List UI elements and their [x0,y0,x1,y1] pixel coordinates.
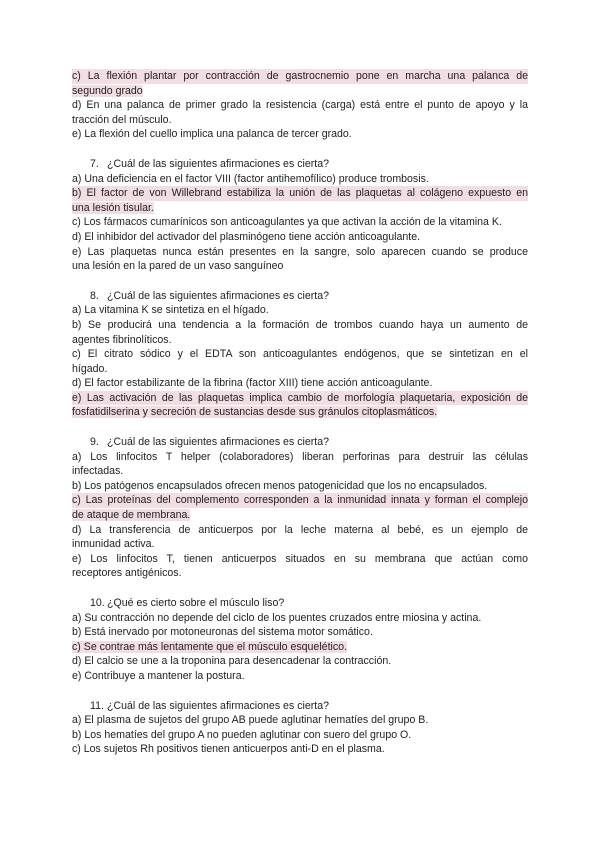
option-b-continued: agentes fibrinolíticos. [72,333,172,346]
document-page [72,69,528,757]
option-b: b) Está inervado por motoneuronas del sistema motor somático. [72,626,373,639]
option-a: a) El plasma de sujetos del grupo AB puede aglutinar hematíes del grupo B. [72,714,429,727]
question-8 [72,289,528,420]
question-6-tail [72,69,528,142]
question-11 [72,699,528,757]
option-c: c) Se contrae más lentamente que el músculo esquelético. [72,640,347,653]
option-b: b) El factor de von Willebrand estabiliza la unión de las plaquetas al colágeno expuesto en [72,187,528,200]
option-e: e) Las plaquetas nunca están presentes en la sangre, solo aparecen cuando se produce [72,245,528,258]
option-a: a) Los linfocitos T helper (colaboradores) liberan perforinas para destruir las células [72,450,528,463]
option-b: b) Se producirá una tendencia a la formación de trombos cuando haya un aumento de [72,318,528,331]
option-a-continued: infectadas. [72,465,124,478]
option-c: c) Las proteínas del complemento corresponden a la inmunidad innata y forman el complejo [72,494,528,507]
option-c-continued: segundo grado [72,84,143,97]
question-text: ¿Cuál de las siguientes afirmaciones es cierta? [107,289,329,302]
question-10 [72,596,528,684]
question-9 [72,435,528,581]
option-d: d) En una palanca de primer grado la resistencia (carga) está entre el punto de apoyo y la [72,99,528,112]
option-a: a) La vitamina K se sintetiza en el hígado. [72,304,269,317]
option-c-continued: hígado. [72,362,108,375]
question-text: ¿Cuál de las siguientes afirmaciones es cierta? [107,157,329,170]
question-number: 7. [90,157,99,170]
option-b-continued: una lesión tisular. [72,201,154,214]
option-e: e) Los linfocitos T, tienen anticuerpos situados en su membrana que actúan como [72,552,528,565]
option-e-continued: fosfatidilserina y secreción de sustancias desde sus gránulos citoplasmáticos. [72,406,438,419]
option-c: c) Los fármacos cumarínicos son anticoagulantes ya que activan la acción de la vitamina K. [72,216,502,229]
question-number: 9. [90,436,99,449]
option-a: a) Su contracción no depende del ciclo de los puentes cruzados entre miosina y actina. [72,611,482,624]
option-c: c) El citrato sódico y el EDTA son anticoagulantes endógenos, que se sintetizan en el [72,348,528,361]
question-9-heading [72,435,528,450]
question-text: ¿Cuál de las siguientes afirmaciones es cierta? [107,436,329,449]
option-d: d) La transferencia de anticuerpos por la leche materna al bebé, es un ejemplo de [72,523,528,536]
question-text: ¿Qué es cierto sobre el músculo liso? [107,597,285,609]
question-7-heading [72,157,528,172]
option-e: e) Contribuye a mantener la postura. [72,669,245,682]
option-e: e) La flexión del cuello implica una palanca de tercer grado. [72,128,352,141]
question-11-heading [72,699,528,714]
option-b: b) Los hematíes del grupo A no pueden aglutinar con suero del grupo O. [72,728,412,741]
question-number: 8. [90,289,99,302]
option-e-continued: receptores antigénicos. [72,567,182,580]
option-c: c) Los sujetos Rh positivos tienen anticuerpos anti-D en el plasma. [72,743,385,756]
question-10-heading [72,596,528,611]
option-e: e) Las activación de las plaquetas implica cambio de morfología plaquetaria, exposición de [72,391,528,404]
question-7 [72,157,528,274]
option-b: b) Los patógenos encapsulados ofrecen menos patogenicidad que los no encapsulados. [72,479,488,492]
option-d: d) El factor estabilizante de la fibrina (factor XIII) tiene acción anticoagulante. [72,377,433,390]
option-e-continued: una lesión en la pared de un vaso sanguíneo [72,260,284,273]
option-d: d) El inhibidor del activador del plasminógeno tiene acción anticoagulante. [72,230,421,243]
option-c: c) La flexión plantar por contracción de gastrocnemio pone en marcha una palanca de [72,70,528,82]
option-d-continued: inmunidad activa. [72,538,155,551]
question-number: 10. [90,597,105,609]
question-number: 11. [90,699,104,712]
option-a: a) Una deficiencia en el factor VIII (factor antihemofílico) produce trombosis. [72,172,429,185]
option-d: d) El calcio se une a la troponina para desencadenar la contracción. [72,655,392,668]
question-8-heading [72,289,528,304]
question-text: ¿Cuál de las siguientes afirmaciones es cierta? [107,699,329,712]
option-d-continued: tracción del músculo. [72,113,172,126]
option-c-continued: de ataque de membrana. [72,509,191,522]
